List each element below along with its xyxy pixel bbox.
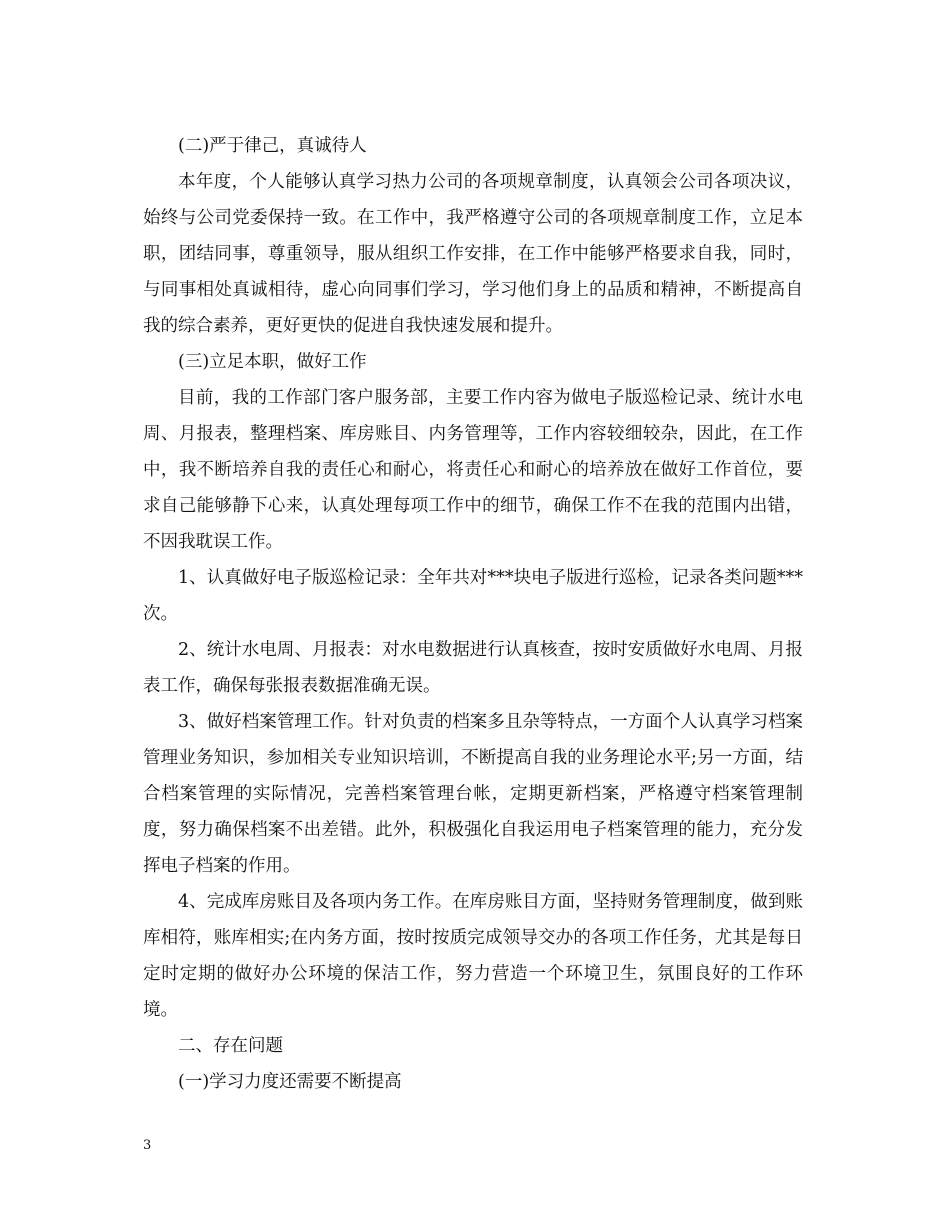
section-heading-work: (三)立足本职，做好工作 [178, 352, 367, 372]
section-heading-discipline: (二)严于律己，真诚待人 [178, 136, 367, 156]
list-item-inspection-records: 1、认真做好电子版巡检记录：全年共对***块电子版进行巡检，记录各类问题***次。 [143, 568, 803, 624]
list-item-archive-management: 3、做好档案管理工作。针对负责的档案多且杂等特点，一方面个人认真学习档案管理业务知识，参加相关专业知识培训，不断提高自我的业务理论水平;另一方面，结合档案管理的实际情况，完善档案管理台帐，定期更新档案，严格遵守档案管理制度，努力确保档案不出差错。此外，积极强化自我运用电子档案管理的能力，充分发挥电子档案的作用。 [143, 712, 803, 876]
paragraph-work-overview: 目前，我的工作部门客户服务部，主要工作内容为做电子版巡检记录、统计水电周、月报表，整理档案、库房账目、内务管理等，工作内容较细较杂，因此，在工作中，我不断培养自我的责任心和耐心，将责任心和耐心的培养放在做好工作首位，要求自己能够静下心来，认真处理每项工作中的细节，确保工作不在我的范围内出错，不因我耽误工作。 [143, 388, 803, 552]
subsection-heading-learning: (一)学习力度还需要不断提高 [178, 1072, 402, 1092]
page-number: 3 [143, 1138, 152, 1153]
section-heading-problems: 二、存在问题 [178, 1036, 283, 1056]
list-item-warehouse-accounts: 4、完成库房账目及各项内务工作。在库房账目方面，坚持财务管理制度，做到账库相符，账库相实;在内务方面，按时按质完成领导交办的各项工作任务，尤其是每日定时定期的做好办公环境的保洁工作，努力营造一个环境卫生，氛围良好的工作环境。 [143, 892, 803, 1020]
paragraph-discipline-details: 本年度，个人能够认真学习热力公司的各项规章制度，认真领会公司各项决议，始终与公司党委保持一致。在工作中，我严格遵守公司的各项规章制度工作，立足本职，团结同事，尊重领导，服从组织工作安排，在工作中能够严格要求自我，同时，与同事相处真诚相待，虚心向同事们学习，学习他们身上的品质和精神，不断提高自我的综合素养，更好更快的促进自我快速发展和提升。 [143, 172, 803, 336]
document-body [143, 128, 803, 1100]
list-item-utility-reports: 2、统计水电周、月报表：对水电数据进行认真核查，按时安质做好水电周、月报表工作，确保每张报表数据准确无误。 [143, 640, 803, 696]
